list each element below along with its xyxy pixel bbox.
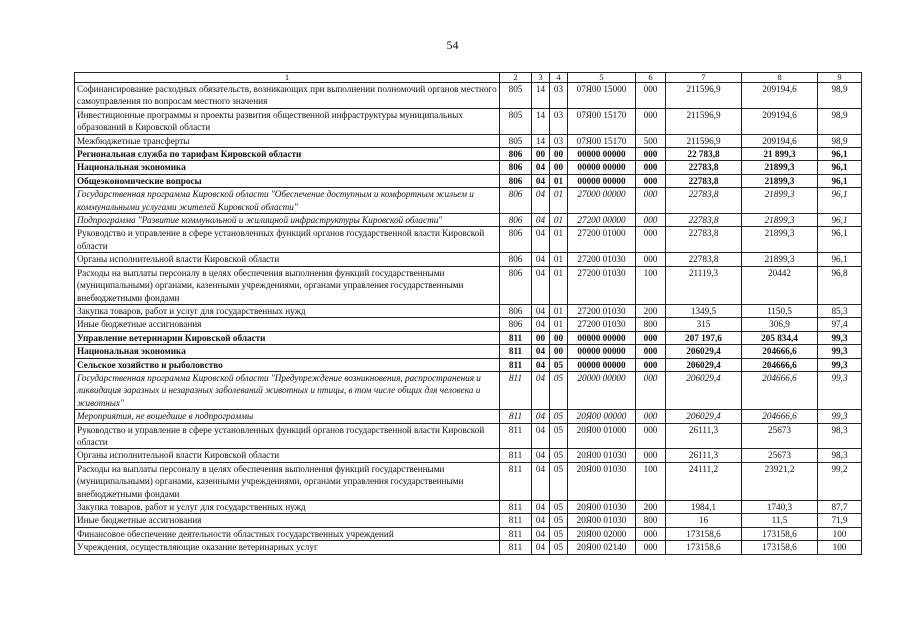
- table-row: [75, 83, 862, 109]
- target-article-code-cell: 20000 00000: [568, 371, 636, 409]
- column-header: 5: [568, 73, 636, 83]
- section-code-cell: 04: [532, 188, 550, 214]
- executed-amount-cell: 21899,3: [742, 174, 818, 187]
- section-code-cell: 04: [532, 514, 550, 527]
- column-header: 6: [636, 73, 666, 83]
- execution-percent-cell: 98,9: [818, 108, 862, 134]
- ministry-code-cell: 811: [500, 410, 532, 423]
- table-row: [75, 358, 862, 371]
- executed-amount-cell: 21899,3: [742, 214, 818, 227]
- subsection-code-cell: 05: [550, 514, 568, 527]
- ministry-code-cell: 811: [500, 449, 532, 462]
- expense-name-cell: Общеэкономические вопросы: [75, 174, 500, 187]
- expense-name-cell: Национальная экономика: [75, 161, 500, 174]
- execution-percent-cell: 96,8: [818, 266, 862, 304]
- subsection-code-cell: 01: [550, 266, 568, 304]
- executed-amount-cell: 1740,3: [742, 501, 818, 514]
- table-row: [75, 423, 862, 449]
- expense-name-cell: Органы исполнительной власти Кировской области: [75, 253, 500, 266]
- section-code-cell: 04: [532, 345, 550, 358]
- expense-type-code-cell: 000: [636, 161, 666, 174]
- executed-amount-cell: 205 834,4: [742, 331, 818, 344]
- section-code-cell: 14: [532, 134, 550, 147]
- expense-name-cell: Подпрограмма "Развитие коммунальной и жилищной инфраструктуры Кировской области": [75, 214, 500, 227]
- execution-percent-cell: 96,1: [818, 174, 862, 187]
- section-code-cell: 04: [532, 318, 550, 331]
- executed-amount-cell: 204666,6: [742, 345, 818, 358]
- ministry-code-cell: 811: [500, 501, 532, 514]
- executed-amount-cell: 1150,5: [742, 304, 818, 317]
- planned-amount-cell: 22783,8: [666, 188, 742, 214]
- subsection-code-cell: 01: [550, 227, 568, 253]
- table-row: [75, 318, 862, 331]
- expense-name-cell: Региональная служба по тарифам Кировской области: [75, 148, 500, 161]
- table-row: [75, 304, 862, 317]
- expense-type-code-cell: 100: [636, 462, 666, 500]
- expense-type-code-cell: 500: [636, 134, 666, 147]
- execution-percent-cell: 98,3: [818, 423, 862, 449]
- column-header: 7: [666, 73, 742, 83]
- expense-type-code-cell: 000: [636, 148, 666, 161]
- executed-amount-cell: 306,9: [742, 318, 818, 331]
- target-article-code-cell: 20Я00 01030: [568, 462, 636, 500]
- executed-amount-cell: 173158,6: [742, 541, 818, 554]
- table-row: [75, 449, 862, 462]
- execution-percent-cell: 99,2: [818, 462, 862, 500]
- subsection-code-cell: 01: [550, 188, 568, 214]
- execution-percent-cell: 96,1: [818, 148, 862, 161]
- subsection-code-cell: 03: [550, 134, 568, 147]
- table-row: [75, 214, 862, 227]
- expense-type-code-cell: 000: [636, 527, 666, 540]
- target-article-code-cell: 00000 00000: [568, 161, 636, 174]
- target-article-code-cell: 00000 00000: [568, 358, 636, 371]
- section-code-cell: 04: [532, 462, 550, 500]
- expense-type-code-cell: 000: [636, 358, 666, 371]
- target-article-code-cell: 20Я00 01030: [568, 449, 636, 462]
- target-article-code-cell: 00000 00000: [568, 174, 636, 187]
- execution-percent-cell: 98,9: [818, 134, 862, 147]
- ministry-code-cell: 806: [500, 227, 532, 253]
- expense-type-code-cell: 000: [636, 214, 666, 227]
- section-code-cell: 04: [532, 410, 550, 423]
- subsection-code-cell: 01: [550, 318, 568, 331]
- expense-name-cell: Управление ветеринарии Кировской области: [75, 331, 500, 344]
- table-row: [75, 227, 862, 253]
- ministry-code-cell: 805: [500, 108, 532, 134]
- section-code-cell: 04: [532, 541, 550, 554]
- expense-type-code-cell: 800: [636, 514, 666, 527]
- expense-name-cell: Иные бюджетные ассигнования: [75, 318, 500, 331]
- expense-type-code-cell: 000: [636, 449, 666, 462]
- section-code-cell: 00: [532, 331, 550, 344]
- expense-type-code-cell: 000: [636, 410, 666, 423]
- table-row: [75, 462, 862, 500]
- planned-amount-cell: 173158,6: [666, 527, 742, 540]
- subsection-code-cell: 05: [550, 449, 568, 462]
- executed-amount-cell: 173158,6: [742, 527, 818, 540]
- execution-percent-cell: 99,3: [818, 358, 862, 371]
- execution-percent-cell: 96,1: [818, 161, 862, 174]
- table-row: [75, 161, 862, 174]
- subsection-code-cell: 01: [550, 174, 568, 187]
- target-article-code-cell: 20Я00 02000: [568, 527, 636, 540]
- target-article-code-cell: 00000 00000: [568, 148, 636, 161]
- execution-percent-cell: 99,3: [818, 331, 862, 344]
- subsection-code-cell: 03: [550, 83, 568, 109]
- table-row: [75, 108, 862, 134]
- target-article-code-cell: 07Я00 15170: [568, 108, 636, 134]
- executed-amount-cell: 21899,3: [742, 188, 818, 214]
- ministry-code-cell: 811: [500, 462, 532, 500]
- section-code-cell: 04: [532, 358, 550, 371]
- planned-amount-cell: 22783,8: [666, 253, 742, 266]
- executed-amount-cell: 21899,3: [742, 161, 818, 174]
- table-row: [75, 514, 862, 527]
- planned-amount-cell: 206029,4: [666, 371, 742, 409]
- subsection-code-cell: 03: [550, 108, 568, 134]
- planned-amount-cell: 26111,3: [666, 449, 742, 462]
- section-code-cell: 04: [532, 253, 550, 266]
- executed-amount-cell: 204666,6: [742, 410, 818, 423]
- target-article-code-cell: 27000 00000: [568, 188, 636, 214]
- planned-amount-cell: 21119,3: [666, 266, 742, 304]
- table-row: [75, 253, 862, 266]
- table-row: [75, 174, 862, 187]
- subsection-code-cell: 05: [550, 371, 568, 409]
- expense-type-code-cell: 000: [636, 108, 666, 134]
- subsection-code-cell: 05: [550, 462, 568, 500]
- expense-type-code-cell: 000: [636, 345, 666, 358]
- planned-amount-cell: 315: [666, 318, 742, 331]
- planned-amount-cell: 206029,4: [666, 358, 742, 371]
- executed-amount-cell: 209194,6: [742, 134, 818, 147]
- section-code-cell: 04: [532, 449, 550, 462]
- section-code-cell: 04: [532, 501, 550, 514]
- planned-amount-cell: 26111,3: [666, 423, 742, 449]
- ministry-code-cell: 806: [500, 188, 532, 214]
- execution-percent-cell: 96,1: [818, 188, 862, 214]
- column-number-header-row: [75, 73, 862, 83]
- subsection-code-cell: 05: [550, 541, 568, 554]
- table-row: [75, 331, 862, 344]
- target-article-code-cell: 27200 01030: [568, 266, 636, 304]
- ministry-code-cell: 811: [500, 331, 532, 344]
- table-row: [75, 345, 862, 358]
- table-row: [75, 371, 862, 409]
- expense-type-code-cell: 000: [636, 253, 666, 266]
- expense-name-cell: Закупка товаров, работ и услуг для государственных нужд: [75, 501, 500, 514]
- executed-amount-cell: 209194,6: [742, 108, 818, 134]
- section-code-cell: 04: [532, 423, 550, 449]
- column-header: 4: [550, 73, 568, 83]
- execution-percent-cell: 100: [818, 541, 862, 554]
- section-code-cell: 14: [532, 83, 550, 109]
- table-row: [75, 501, 862, 514]
- subsection-code-cell: 05: [550, 501, 568, 514]
- target-article-code-cell: 20Я00 02140: [568, 541, 636, 554]
- executed-amount-cell: 21 899,3: [742, 148, 818, 161]
- table-row: [75, 148, 862, 161]
- table-row: [75, 410, 862, 423]
- section-code-cell: 04: [532, 266, 550, 304]
- column-header: 2: [500, 73, 532, 83]
- table-row: [75, 541, 862, 554]
- planned-amount-cell: 16: [666, 514, 742, 527]
- ministry-code-cell: 806: [500, 174, 532, 187]
- expense-type-code-cell: 200: [636, 304, 666, 317]
- column-header: 1: [75, 73, 500, 83]
- expense-type-code-cell: 100: [636, 266, 666, 304]
- execution-percent-cell: 99,3: [818, 410, 862, 423]
- planned-amount-cell: 211596,9: [666, 134, 742, 147]
- table-row: [75, 527, 862, 540]
- expense-type-code-cell: 000: [636, 188, 666, 214]
- expense-type-code-cell: 000: [636, 541, 666, 554]
- expense-name-cell: Сельское хозяйство и рыболовство: [75, 358, 500, 371]
- section-code-cell: 04: [532, 174, 550, 187]
- ministry-code-cell: 806: [500, 253, 532, 266]
- expense-name-cell: Руководство и управление в сфере установленных функций органов государственной власти Кировской области: [75, 227, 500, 253]
- execution-percent-cell: 98,9: [818, 83, 862, 109]
- expense-name-cell: Иные бюджетные ассигнования: [75, 514, 500, 527]
- subsection-code-cell: 00: [550, 331, 568, 344]
- table-row: [75, 134, 862, 147]
- planned-amount-cell: 211596,9: [666, 83, 742, 109]
- page-number: 54: [446, 38, 459, 52]
- ministry-code-cell: 811: [500, 345, 532, 358]
- section-code-cell: 04: [532, 214, 550, 227]
- target-article-code-cell: 00000 00000: [568, 345, 636, 358]
- target-article-code-cell: 27200 01000: [568, 227, 636, 253]
- expense-type-code-cell: 000: [636, 331, 666, 344]
- expense-name-cell: Учреждения, осуществляющие оказание ветеринарных услуг: [75, 541, 500, 554]
- execution-percent-cell: 87,7: [818, 501, 862, 514]
- section-code-cell: 04: [532, 227, 550, 253]
- target-article-code-cell: 00000 00000: [568, 331, 636, 344]
- ministry-code-cell: 806: [500, 161, 532, 174]
- expense-type-code-cell: 000: [636, 371, 666, 409]
- executed-amount-cell: 209194,6: [742, 83, 818, 109]
- ministry-code-cell: 806: [500, 304, 532, 317]
- target-article-code-cell: 27200 01030: [568, 253, 636, 266]
- execution-percent-cell: 96,1: [818, 214, 862, 227]
- planned-amount-cell: 22783,8: [666, 227, 742, 253]
- subsection-code-cell: 01: [550, 253, 568, 266]
- subsection-code-cell: 01: [550, 304, 568, 317]
- planned-amount-cell: 22783,8: [666, 161, 742, 174]
- execution-percent-cell: 96,1: [818, 227, 862, 253]
- execution-percent-cell: 97,4: [818, 318, 862, 331]
- ministry-code-cell: 806: [500, 266, 532, 304]
- expense-type-code-cell: 200: [636, 501, 666, 514]
- executed-amount-cell: 21899,3: [742, 253, 818, 266]
- target-article-code-cell: 20Я00 00000: [568, 410, 636, 423]
- column-header: 8: [742, 73, 818, 83]
- section-code-cell: 00: [532, 148, 550, 161]
- ministry-code-cell: 811: [500, 371, 532, 409]
- ministry-code-cell: 811: [500, 527, 532, 540]
- expense-type-code-cell: 000: [636, 83, 666, 109]
- expense-type-code-cell: 800: [636, 318, 666, 331]
- table-row: [75, 188, 862, 214]
- planned-amount-cell: 22783,8: [666, 214, 742, 227]
- expense-name-cell: Государственная программа Кировской области "Обеспечение доступным и комфортным жильем и коммунальными услугами жителей Кировской области": [75, 188, 500, 214]
- target-article-code-cell: 07Я00 15000: [568, 83, 636, 109]
- section-code-cell: 14: [532, 108, 550, 134]
- expense-name-cell: Мероприятия, не вошедшие в подпрограммы: [75, 410, 500, 423]
- expense-name-cell: Государственная программа Кировской области "Предупреждение возникновения, распространения и ликвидация заразных и незаразных заболеваний животных и птицы, в том числе общих для человека и животных": [75, 371, 500, 409]
- expense-name-cell: Национальная экономика: [75, 345, 500, 358]
- planned-amount-cell: 22783,8: [666, 174, 742, 187]
- planned-amount-cell: 211596,9: [666, 108, 742, 134]
- executed-amount-cell: 20442: [742, 266, 818, 304]
- ministry-code-cell: 811: [500, 514, 532, 527]
- planned-amount-cell: 207 197,6: [666, 331, 742, 344]
- target-article-code-cell: 27200 00000: [568, 214, 636, 227]
- section-code-cell: 04: [532, 371, 550, 409]
- expense-name-cell: Софинансирование расходных обязательств, возникающих при выполнении полномочий органов местного самоуправления по вопросам местного значения: [75, 83, 500, 109]
- executed-amount-cell: 21899,3: [742, 227, 818, 253]
- section-code-cell: 04: [532, 527, 550, 540]
- target-article-code-cell: 20Я00 01030: [568, 514, 636, 527]
- expense-type-code-cell: 000: [636, 174, 666, 187]
- expense-type-code-cell: 000: [636, 423, 666, 449]
- expense-name-cell: Инвестиционные программы и проекты развития общественной инфраструктуры муниципальных образований в Кировской области: [75, 108, 500, 134]
- target-article-code-cell: 27200 01030: [568, 304, 636, 317]
- section-code-cell: 04: [532, 161, 550, 174]
- execution-percent-cell: 99,3: [818, 345, 862, 358]
- ministry-code-cell: 811: [500, 541, 532, 554]
- subsection-code-cell: 05: [550, 410, 568, 423]
- subsection-code-cell: 00: [550, 161, 568, 174]
- column-header: 3: [532, 73, 550, 83]
- subsection-code-cell: 01: [550, 214, 568, 227]
- executed-amount-cell: 23921,2: [742, 462, 818, 500]
- subsection-code-cell: 00: [550, 345, 568, 358]
- expense-name-cell: Руководство и управление в сфере установленных функций органов государственной власти Кировской области: [75, 423, 500, 449]
- executed-amount-cell: 204666,6: [742, 358, 818, 371]
- subsection-code-cell: 05: [550, 423, 568, 449]
- execution-percent-cell: 99,3: [818, 371, 862, 409]
- planned-amount-cell: 206029,4: [666, 410, 742, 423]
- expense-type-code-cell: 000: [636, 227, 666, 253]
- expense-name-cell: Финансовое обеспечение деятельности областных государственных учреждений: [75, 527, 500, 540]
- executed-amount-cell: 25673: [742, 423, 818, 449]
- ministry-code-cell: 811: [500, 423, 532, 449]
- subsection-code-cell: 05: [550, 527, 568, 540]
- section-code-cell: 04: [532, 304, 550, 317]
- planned-amount-cell: 1349,5: [666, 304, 742, 317]
- expense-name-cell: Органы исполнительной власти Кировской области: [75, 449, 500, 462]
- target-article-code-cell: 07Я00 15170: [568, 134, 636, 147]
- execution-percent-cell: 98,3: [818, 449, 862, 462]
- planned-amount-cell: 22 783,8: [666, 148, 742, 161]
- expense-name-cell: Расходы на выплаты персоналу в целях обеспечения выполнения функций государственными (муниципальными) органами, казенными учреждениями, органами управления государственными внебюджетными фондами: [75, 462, 500, 500]
- ministry-code-cell: 806: [500, 214, 532, 227]
- subsection-code-cell: 00: [550, 148, 568, 161]
- expense-name-cell: Закупка товаров, работ и услуг для государственных нужд: [75, 304, 500, 317]
- ministry-code-cell: 805: [500, 83, 532, 109]
- planned-amount-cell: 206029,4: [666, 345, 742, 358]
- ministry-code-cell: 806: [500, 148, 532, 161]
- target-article-code-cell: 20Я00 01030: [568, 501, 636, 514]
- target-article-code-cell: 27200 01030: [568, 318, 636, 331]
- execution-percent-cell: 96,1: [818, 253, 862, 266]
- ministry-code-cell: 806: [500, 318, 532, 331]
- planned-amount-cell: 1984,1: [666, 501, 742, 514]
- table-row: [75, 266, 862, 304]
- executed-amount-cell: 11,5: [742, 514, 818, 527]
- execution-percent-cell: 85,3: [818, 304, 862, 317]
- expense-name-cell: Расходы на выплаты персоналу в целях обеспечения выполнения функций государственными (муниципальными) органами, казенными учреждениями, органами управления государственными внебюджетными фондами: [75, 266, 500, 304]
- planned-amount-cell: 173158,6: [666, 541, 742, 554]
- execution-percent-cell: 71,9: [818, 514, 862, 527]
- planned-amount-cell: 24111,2: [666, 462, 742, 500]
- expense-name-cell: Межбюджетные трансферты: [75, 134, 500, 147]
- execution-percent-cell: 100: [818, 527, 862, 540]
- ministry-code-cell: 811: [500, 358, 532, 371]
- budget-table: [74, 72, 862, 555]
- column-header: 9: [818, 73, 862, 83]
- target-article-code-cell: 20Я00 01000: [568, 423, 636, 449]
- table-body: [75, 83, 862, 555]
- executed-amount-cell: 25673: [742, 449, 818, 462]
- ministry-code-cell: 805: [500, 134, 532, 147]
- subsection-code-cell: 05: [550, 358, 568, 371]
- executed-amount-cell: 204666,6: [742, 371, 818, 409]
